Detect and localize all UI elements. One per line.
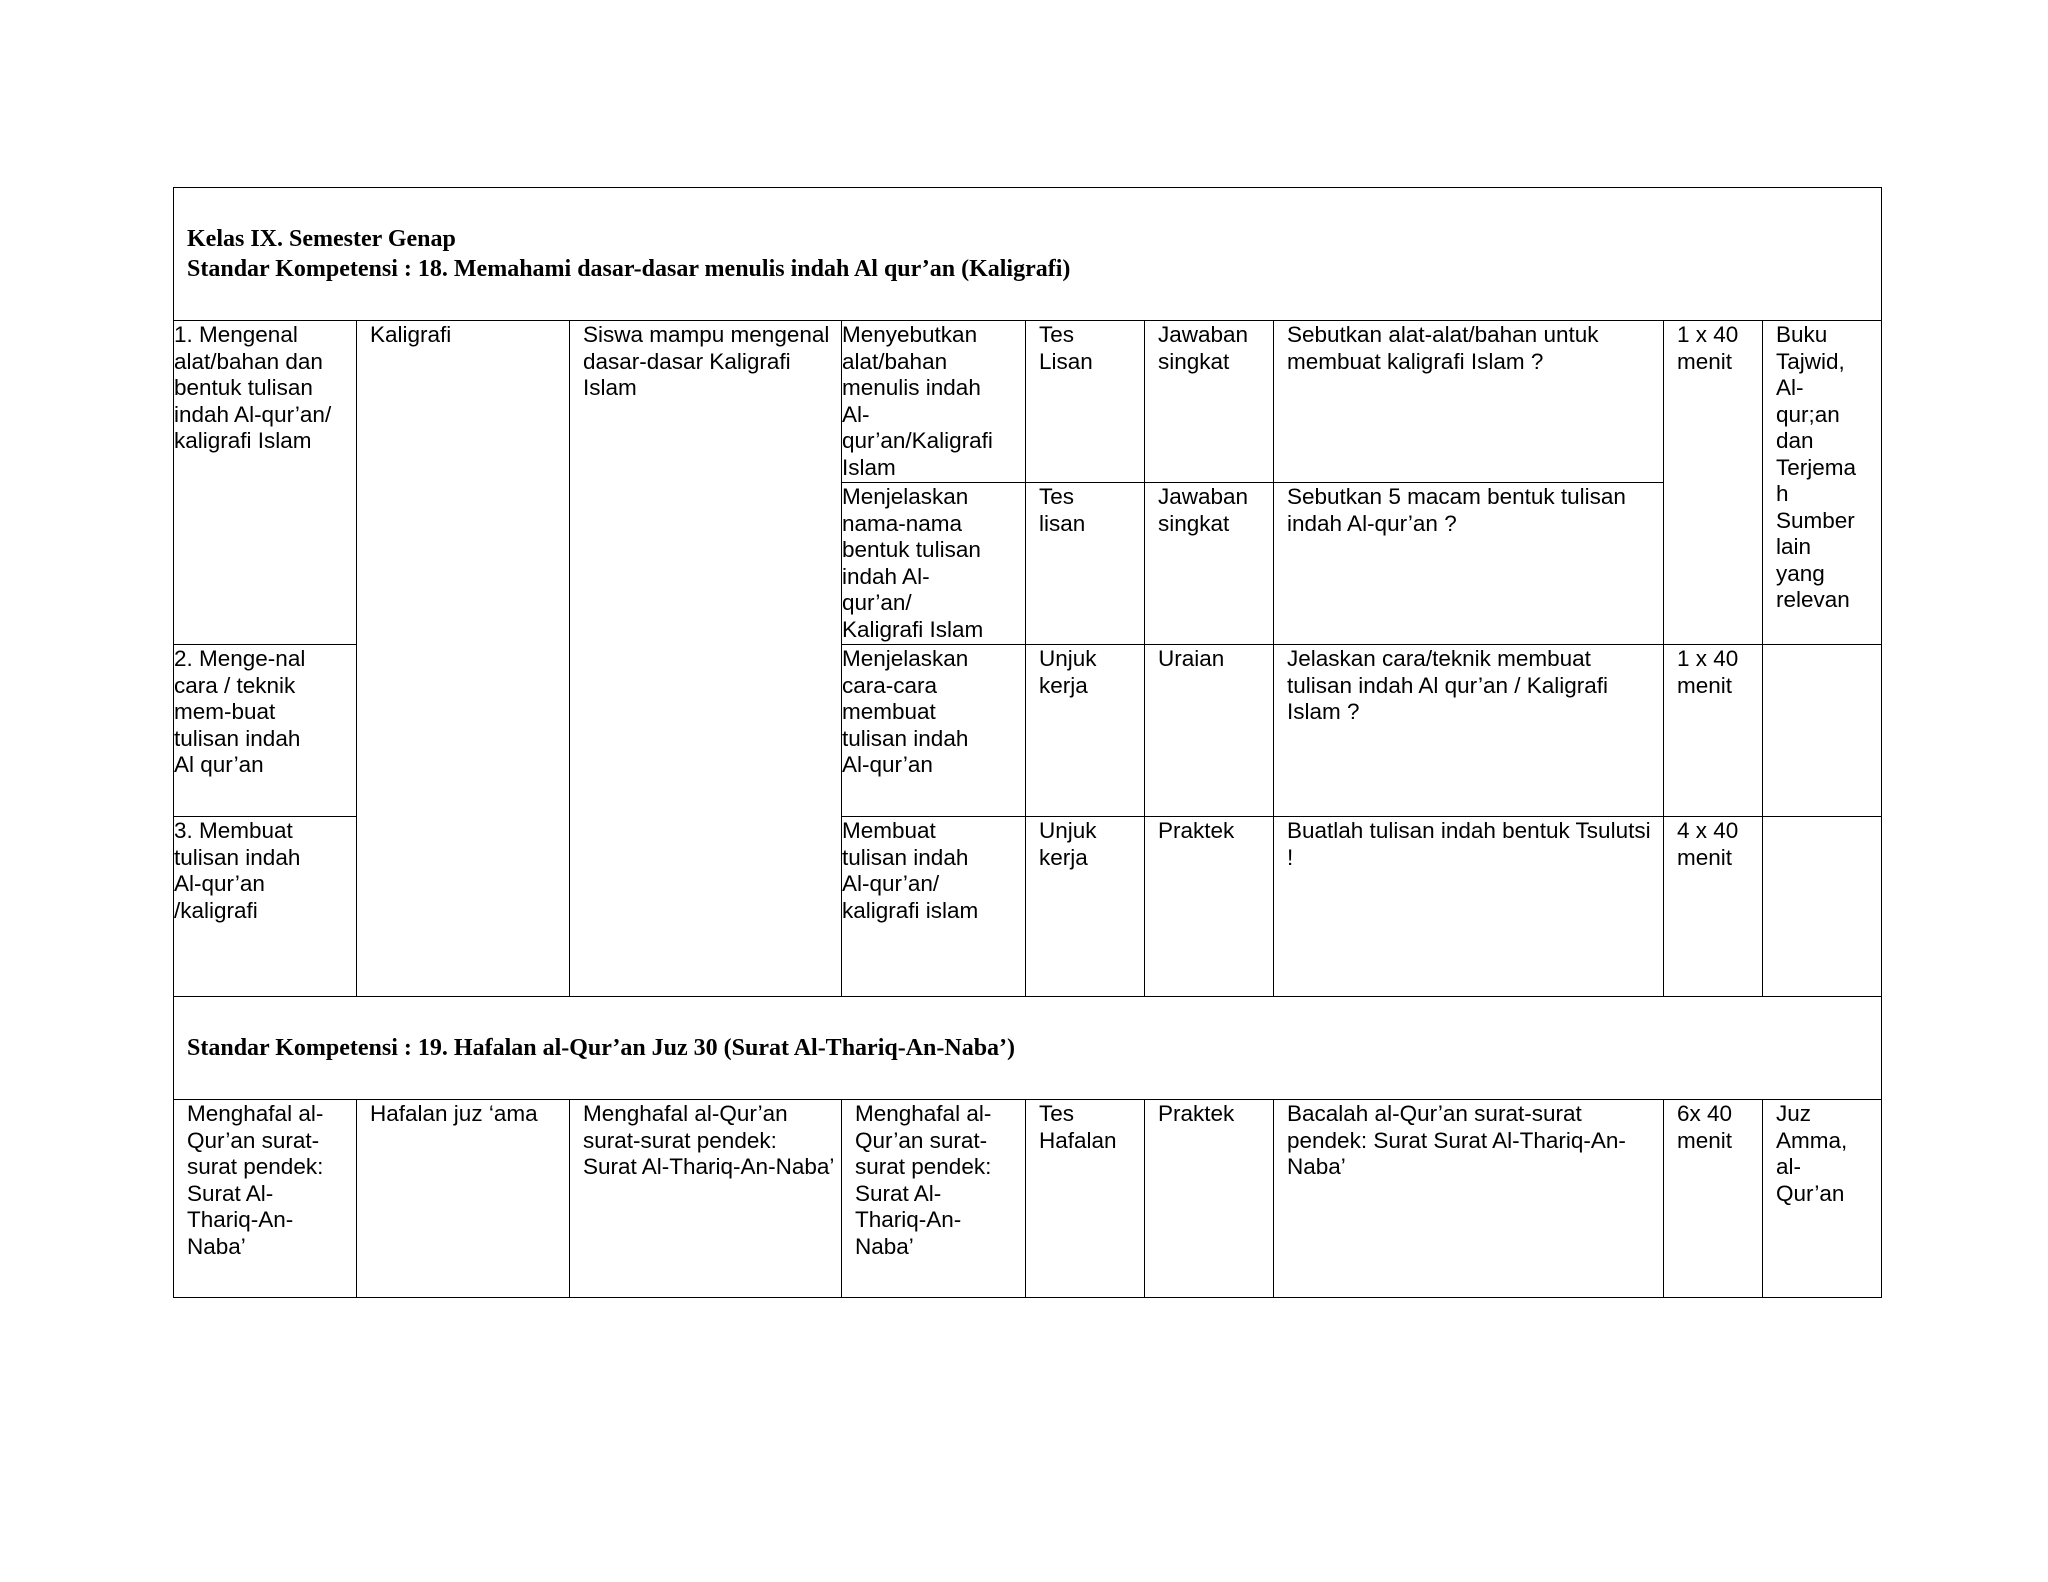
contoh-text-2: Sebutkan 5 macam bentuk tulisan indah Al-qur’an ? xyxy=(1287,484,1626,536)
indikator-cell-hafalan xyxy=(842,1100,1026,1298)
section2-header-cell xyxy=(174,997,1882,1100)
kd-cell-2 xyxy=(174,645,357,817)
contoh-cell-4 xyxy=(1274,817,1664,997)
standar-kompetensi-19-heading: Standar Kompetensi : 19. Hafalan al-Qur’an Juz 30 (Surat Al-Thariq-An-Naba’) xyxy=(187,1035,1016,1061)
indikator-cell-1 xyxy=(842,321,1026,483)
section1-header-cell xyxy=(174,188,1882,321)
contoh-cell-2 xyxy=(1274,483,1664,645)
teknik-text-hafalan: Tes Hafalan xyxy=(1039,1101,1117,1153)
materi-text-hafalan: Hafalan juz ‘ama xyxy=(370,1101,538,1126)
contoh-text-hafalan: Bacalah al-Qur’an surat-surat pendek: Surat Surat Al-Thariq-An-Naba’ xyxy=(1287,1101,1626,1179)
indikator-cell-3 xyxy=(842,645,1026,817)
pengalaman-cell-hafalan xyxy=(570,1100,842,1298)
kd-cell-hafalan xyxy=(174,1100,357,1298)
materi-text: Kaligrafi xyxy=(370,322,452,347)
standar-kompetensi-18-heading: Standar Kompetensi : 18. Memahami dasar-dasar menulis indah Al qur’an (Kaligrafi) xyxy=(187,256,1071,282)
kd-text-2: 2. Menge-nal cara / teknik mem-buat tulisan indah Al qur’an xyxy=(174,646,306,777)
bentuk-cell-4 xyxy=(1145,817,1274,997)
sumber-cell-3 xyxy=(1763,645,1882,817)
kd-cell-3 xyxy=(174,817,357,997)
silabus-table xyxy=(173,187,1882,1298)
kd-text-hafalan: Menghafal al- Qur’an surat- surat pendek: Surat Al- Thariq-An- Naba’ xyxy=(187,1101,324,1259)
contoh-text-1: Sebutkan alat-alat/bahan untuk membuat kaligrafi Islam ? xyxy=(1287,322,1599,374)
contoh-text-3: Jelaskan cara/teknik membuat tulisan indah Al qur’an / Kaligrafi Islam ? xyxy=(1287,646,1609,724)
bentuk-text-3: Uraian xyxy=(1158,646,1225,671)
sumber-text-hafalan: Juz Amma, al- Qur’an xyxy=(1776,1101,1848,1206)
contoh-cell-1 xyxy=(1274,321,1664,483)
teknik-text-1: Tes Lisan xyxy=(1039,322,1093,374)
waktu-cell-1 xyxy=(1664,321,1763,645)
teknik-cell-1 xyxy=(1026,321,1145,483)
sumber-cell-4 xyxy=(1763,817,1882,997)
kelas-heading: Kelas IX. Semester Genap xyxy=(187,226,456,252)
sumber-cell-hafalan xyxy=(1763,1100,1882,1298)
teknik-text-4: Unjuk kerja xyxy=(1039,818,1097,870)
waktu-text-hafalan: 6x 40 menit xyxy=(1677,1101,1733,1153)
indikator-text-1: Menyebutkan alat/bahan menulis indah Al- qur’an/Kaligrafi Islam xyxy=(842,322,993,480)
indikator-cell-2 xyxy=(842,483,1026,645)
waktu-cell-hafalan xyxy=(1664,1100,1763,1298)
bentuk-cell-2 xyxy=(1145,483,1274,645)
section1-header-row xyxy=(174,188,1882,321)
bentuk-text-4: Praktek xyxy=(1158,818,1235,843)
teknik-cell-3 xyxy=(1026,645,1145,817)
indikator-text-2: Menjelaskan nama-nama bentuk tulisan indah Al- qur’an/ Kaligrafi Islam xyxy=(842,484,984,642)
waktu-text-4: 4 x 40 menit xyxy=(1677,818,1739,870)
teknik-text-3: Unjuk kerja xyxy=(1039,646,1097,698)
bentuk-cell-1 xyxy=(1145,321,1274,483)
bentuk-cell-3 xyxy=(1145,645,1274,817)
waktu-cell-3 xyxy=(1664,645,1763,817)
sumber-text-1: Buku Tajwid, Al- qur;an dan Terjema h Sumber lain yang relevan xyxy=(1776,322,1857,612)
teknik-cell-2 xyxy=(1026,483,1145,645)
waktu-text-1: 1 x 40 menit xyxy=(1677,322,1739,374)
kd-text-3: 3. Membuat tulisan indah Al-qur’an /kaligrafi xyxy=(174,818,301,923)
indikator-cell-4 xyxy=(842,817,1026,997)
pengalaman-text-hafalan: Menghafal al-Qur’an surat-surat pendek: Surat Al-Thariq-An-Naba’ xyxy=(583,1101,835,1179)
contoh-text-4: Buatlah tulisan indah bentuk Tsulutsi ! xyxy=(1287,818,1651,870)
waktu-text-3: 1 x 40 menit xyxy=(1677,646,1739,698)
bentuk-text-hafalan: Praktek xyxy=(1158,1101,1235,1126)
indikator-text-hafalan: Menghafal al- Qur’an surat- surat pendek: Surat Al- Thariq-An- Naba’ xyxy=(855,1101,992,1259)
indikator-text-4: Membuat tulisan indah Al-qur’an/ kaligrafi islam xyxy=(842,818,979,923)
indikator-text-3: Menjelaskan cara-cara membuat tulisan indah Al-qur’an xyxy=(842,646,969,777)
bentuk-cell-hafalan xyxy=(1145,1100,1274,1298)
teknik-cell-hafalan xyxy=(1026,1100,1145,1298)
table-row xyxy=(174,1100,1882,1298)
kd-cell-1 xyxy=(174,321,357,645)
section2-header-row xyxy=(174,997,1882,1100)
bentuk-text-2: Jawaban singkat xyxy=(1158,484,1249,536)
contoh-cell-hafalan xyxy=(1274,1100,1664,1298)
materi-cell-hafalan xyxy=(357,1100,570,1298)
pengalaman-cell xyxy=(570,321,842,997)
table-row xyxy=(174,321,1882,483)
teknik-text-2: Tes lisan xyxy=(1039,484,1086,536)
contoh-cell-3 xyxy=(1274,645,1664,817)
bentuk-text-1: Jawaban singkat xyxy=(1158,322,1249,374)
materi-cell xyxy=(357,321,570,997)
sumber-cell-1 xyxy=(1763,321,1882,645)
teknik-cell-4 xyxy=(1026,817,1145,997)
waktu-cell-4 xyxy=(1664,817,1763,997)
pengalaman-text: Siswa mampu mengenal dasar-dasar Kaligrafi Islam xyxy=(583,322,830,400)
kd-text-1: 1. Mengenal alat/bahan dan bentuk tulisan indah Al-qur’an/ kaligrafi Islam xyxy=(174,322,332,453)
